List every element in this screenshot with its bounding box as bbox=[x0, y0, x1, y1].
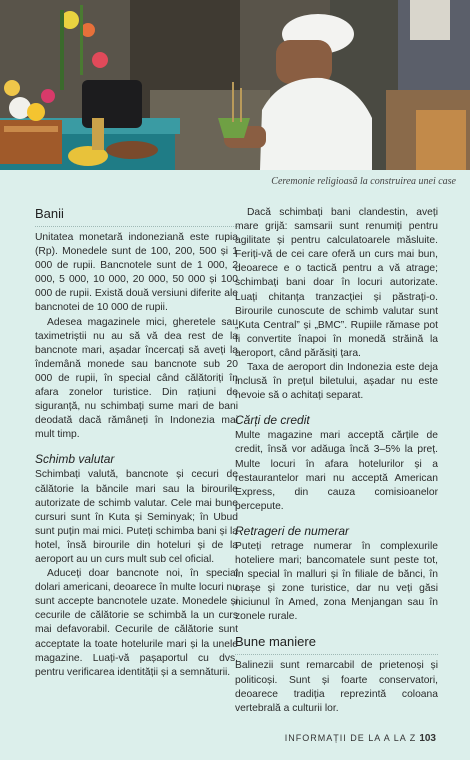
page-number: 103 bbox=[419, 733, 436, 744]
paragraph-clandestine-exchange: Dacă schimbați bani clandestin, aveți mare grijă: samsarii sunt renumiți pentru agilitate și pentru calculatoarele măsluite. Feriți-vă de cei care oferă un curs mai bun, deoarece e o tactică pentru a vă atrage; schimbați bani doar în locuri autorizate. Luați chitanța tranzacției și păstrați-o. Birourile cunoscute de schimb valutar sunt „Kuta Central” și „BMC”. Rupiile rămase pot fi convertite înapoi în monedă străină la aeroport, când părăsiți țara. bbox=[235, 207, 438, 359]
footer-section-title: INFORMAȚII DE LA A LA Z bbox=[284, 733, 417, 743]
left-column bbox=[35, 206, 238, 680]
heading-carti-credit: Cărți de credit bbox=[235, 413, 310, 428]
right-column bbox=[235, 206, 438, 716]
paragraph-small-change: Adesea magazinele mici, gheretele sau taximetriștii nu au să vă dea rest de la bancnote mari, așadar încercați să aveți la îndemână monede sau bancnote sub 20 000 de rupii, în special când călătoriți în afara zonelor turistice. Din rațiuni de siguranță, nu schimbați sume mari de bani deodată dacă rămâneți în Indonezia mai mult timp. bbox=[35, 316, 238, 441]
heading-banii: Banii bbox=[35, 206, 238, 227]
paragraph-cash-withdrawal: Puteți retrage numerar în complexurile hoteliere mari; bancomatele sunt peste tot, în special în malluri și în filiale de bănci, în orașe și zone turistice, dar nu veți găsi niciunul în Amed, zona Menjangan sau în zonele rurale. bbox=[235, 540, 438, 623]
heading-retrageri-numerar: Retrageri de numerar bbox=[235, 523, 350, 538]
heading-bune-maniere: Bune maniere bbox=[235, 634, 438, 655]
photo-caption: Ceremonie religioasă la construirea unei case bbox=[271, 176, 456, 187]
paragraph-exchange: Schimbați valută, bancnote și cecuri de călătorie la băncile mari sau la birourile autorizate de schimb valutar. Cele mai bune cursuri sunt în Kuta și Seminyak; în Ubud sunt puțin mai mici. Puteți schimba bani și la hotel, însă birourile din hoteluri și de la aeroport au un curs mult sub cel oficial. bbox=[35, 469, 238, 565]
ceremony-photo-illustration bbox=[0, 0, 470, 170]
page-footer bbox=[285, 733, 436, 744]
paragraph-credit-cards: Multe magazine mari acceptă cărțile de credit, însă vor adăuga încă 3–5% la preț. Multe locuri în afara hotelurilor și a restaurantelor mari nu acceptă American Express, din cauza comisioanelor percepute. bbox=[235, 430, 438, 512]
paragraph-new-banknotes: Aduceți doar bancnote noi, în special dolari americani, deoarece în multe locuri nu sunt accepte bancnotele uzate. Monedele și cecurile de călătorie se schimbă la un curs mai defavorabil. Cecurile de călătorie sunt acceptate la toate hotelurile mari și la unele magazine. Luați-vă pașaportul cu dvs. pentru verificarea identității și a semnăturii. bbox=[35, 568, 238, 678]
ceremony-photo bbox=[0, 0, 470, 170]
paragraph-airport-tax: Taxa de aeroport din Indonezia este deja inclusă în prețul biletului, așadar nu este nevoie să o achitați separat. bbox=[235, 362, 438, 402]
heading-schimb-valutar: Schimb valutar bbox=[35, 452, 115, 467]
paragraph-monetary-unit: Unitatea monetară indoneziană este rupia (Rp). Monedele sunt de 100, 200, 500 și 1 000 de rupii. Bancnotele sunt de 1 000, 2 000, 5 000, 10 000, 20 000, 50 000 și 100 000 de rupii. Există două versiuni diferite ale bancnotei de 10 000 de rupii. bbox=[35, 232, 238, 314]
paragraph-manners: Balinezii sunt remarcabil de prietenoși și politicoși. Sunt și foarte conservatori, deoarece tradiția reprezintă coloana vertebrală a culturii lor. bbox=[235, 660, 438, 714]
